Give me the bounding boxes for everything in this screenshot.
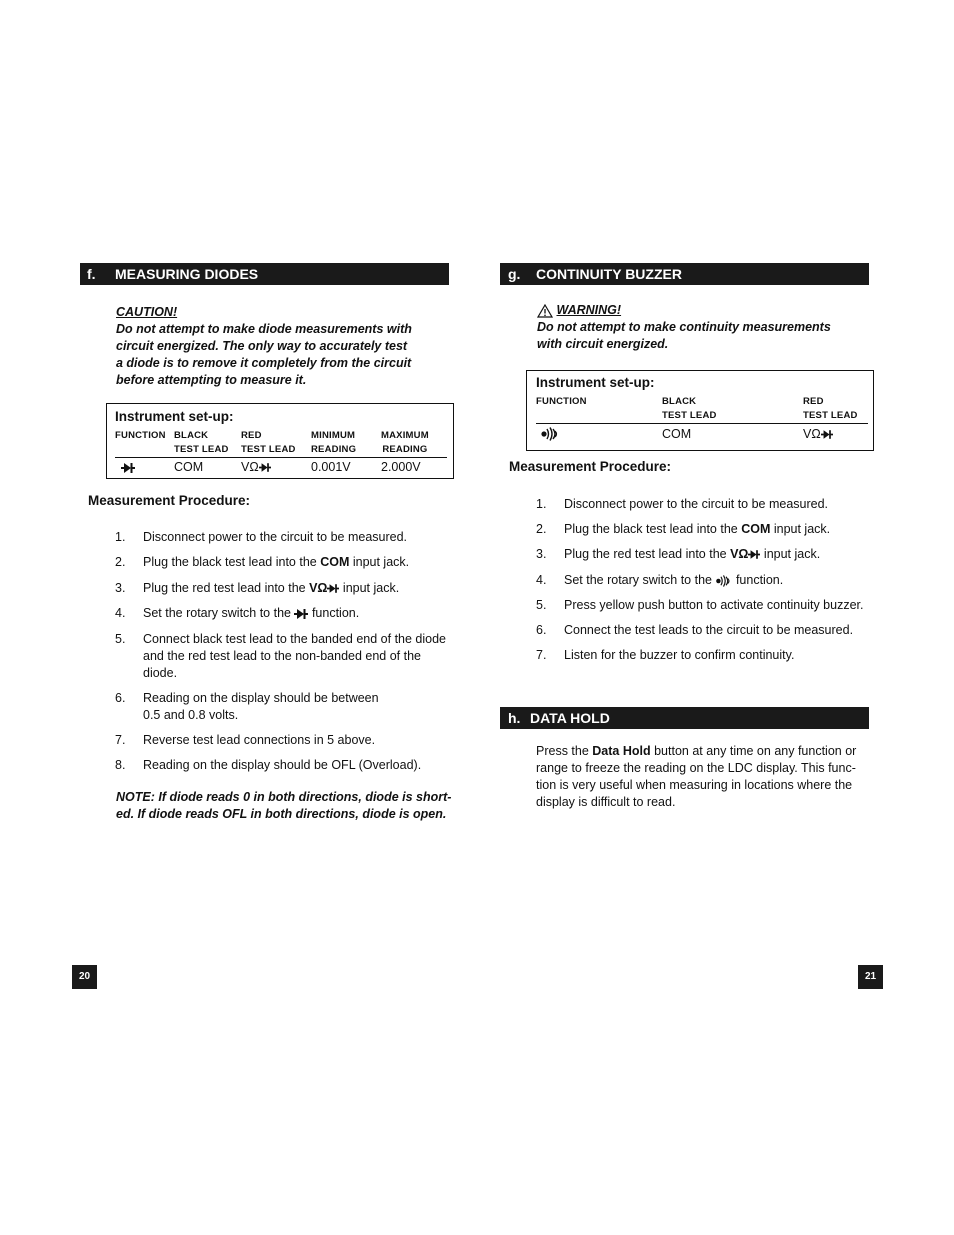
header-function: FUNCTION	[536, 396, 587, 407]
header-maximum-reading: MAXIMUM READING	[381, 430, 429, 455]
red-lead-value: VΩ	[241, 460, 271, 474]
header-black-lead: BLACK TEST LEAD	[174, 430, 229, 455]
header-function: FUNCTION	[115, 430, 166, 441]
warning-triangle-icon	[537, 304, 553, 318]
section-title: DATA HOLD	[530, 710, 610, 726]
setup-title: Instrument set-up:	[115, 409, 234, 424]
section-letter: g.	[508, 266, 521, 282]
warning-block	[537, 302, 857, 353]
instrument-setup-box	[106, 403, 454, 479]
caution-line: Do not attempt to make diode measurements with	[116, 322, 412, 336]
diode-icon	[294, 608, 308, 620]
caution-line: a diode is to remove it completely from the circuit	[116, 356, 412, 370]
note-line: NOTE: If diode reads 0 in both directions, diode is short-	[116, 790, 452, 804]
diode-icon	[259, 462, 271, 473]
list-item: 4. Set the rotary switch to the function.	[536, 573, 784, 587]
page-number: 20	[72, 965, 97, 989]
list-item: 7. Listen for the buzzer to confirm continuity.	[536, 648, 795, 662]
setup-title: Instrument set-up:	[536, 375, 655, 390]
section-letter: f.	[87, 266, 96, 282]
header-rule	[536, 423, 868, 424]
header-black-lead: BLACK TEST LEAD	[662, 396, 717, 421]
list-item: 5. Connect black test lead to the banded end of the diode and the red test lead to the non-banded end of the diode.	[115, 632, 447, 680]
list-item: 4. Set the rotary switch to the function.	[115, 606, 360, 620]
header-red-lead: RED TEST LEAD	[241, 430, 296, 455]
black-lead-value: COM	[174, 460, 204, 474]
data-hold-paragraph: Press the Data Hold button at any time on any function or range to freeze the reading on the LDC display. This func- tion is very useful when measuring in locations where the display is difficult to read.	[536, 744, 857, 809]
list-item: 6. Reading on the display should be between 0.5 and 0.8 volts.	[115, 691, 379, 722]
list-item: 1. Disconnect power to the circuit to be measured.	[536, 497, 829, 511]
list-item: 1. Disconnect power to the circuit to be measured.	[115, 530, 408, 544]
note-line: ed. If diode reads OFL in both directions, diode is open.	[116, 807, 447, 821]
warning-line: with circuit energized.	[537, 337, 669, 351]
caution-title: CAUTION!	[116, 305, 178, 319]
maximum-reading-value: 2.000V	[381, 460, 421, 474]
caution-line: circuit energized. The only way to accurately test	[116, 339, 408, 353]
procedure-title: Measurement Procedure:	[509, 459, 672, 474]
warning-title: WARNING!	[556, 303, 622, 317]
list-item: 8. Reading on the display should be OFL (Overload).	[115, 758, 422, 772]
section-header-data-hold	[500, 707, 869, 729]
section-header-continuity-buzzer	[500, 263, 869, 285]
black-lead-value: COM	[662, 427, 692, 441]
function-buzzer	[540, 426, 560, 442]
section-letter: h.	[508, 710, 521, 726]
list-item: 2. Plug the black test lead into the COM input jack.	[536, 522, 831, 536]
list-item: 2. Plug the black test lead into the COM input jack.	[115, 555, 410, 569]
header-red-lead: RED TEST LEAD	[803, 396, 858, 421]
list-item: 3. Plug the red test lead into the VΩ input jack.	[536, 547, 821, 561]
list-item: 5. Press yellow push button to activate continuity buzzer.	[536, 598, 864, 612]
diode-icon	[327, 583, 339, 594]
note-block	[116, 789, 456, 823]
diode-icon	[821, 429, 833, 440]
procedure-title: Measurement Procedure:	[88, 493, 251, 508]
caution-block	[116, 304, 436, 389]
list-item: 7. Reverse test lead connections in 5 above.	[115, 733, 376, 747]
buzzer-icon	[540, 426, 560, 442]
instrument-setup-box	[526, 370, 874, 451]
header-minimum-reading: MINIMUM READING	[311, 430, 357, 455]
section-title: CONTINUITY BUZZER	[536, 266, 682, 282]
diode-icon	[748, 549, 760, 560]
section-header-measuring-diodes	[80, 263, 449, 285]
red-lead-value: VΩ	[803, 427, 833, 441]
warning-line: Do not attempt to make continuity measurements	[537, 320, 831, 334]
page-number: 21	[858, 965, 883, 989]
diode-icon	[121, 462, 135, 474]
header-rule	[115, 457, 447, 458]
function-diode	[121, 460, 135, 474]
buzzer-icon	[715, 574, 732, 588]
caution-line: before attempting to measure it.	[116, 373, 307, 387]
list-item: 3. Plug the red test lead into the VΩ input jack.	[115, 581, 400, 595]
section-title: MEASURING DIODES	[115, 266, 259, 282]
list-item: 6. Connect the test leads to the circuit to be measured.	[536, 623, 854, 637]
minimum-reading-value: 0.001V	[311, 460, 351, 474]
